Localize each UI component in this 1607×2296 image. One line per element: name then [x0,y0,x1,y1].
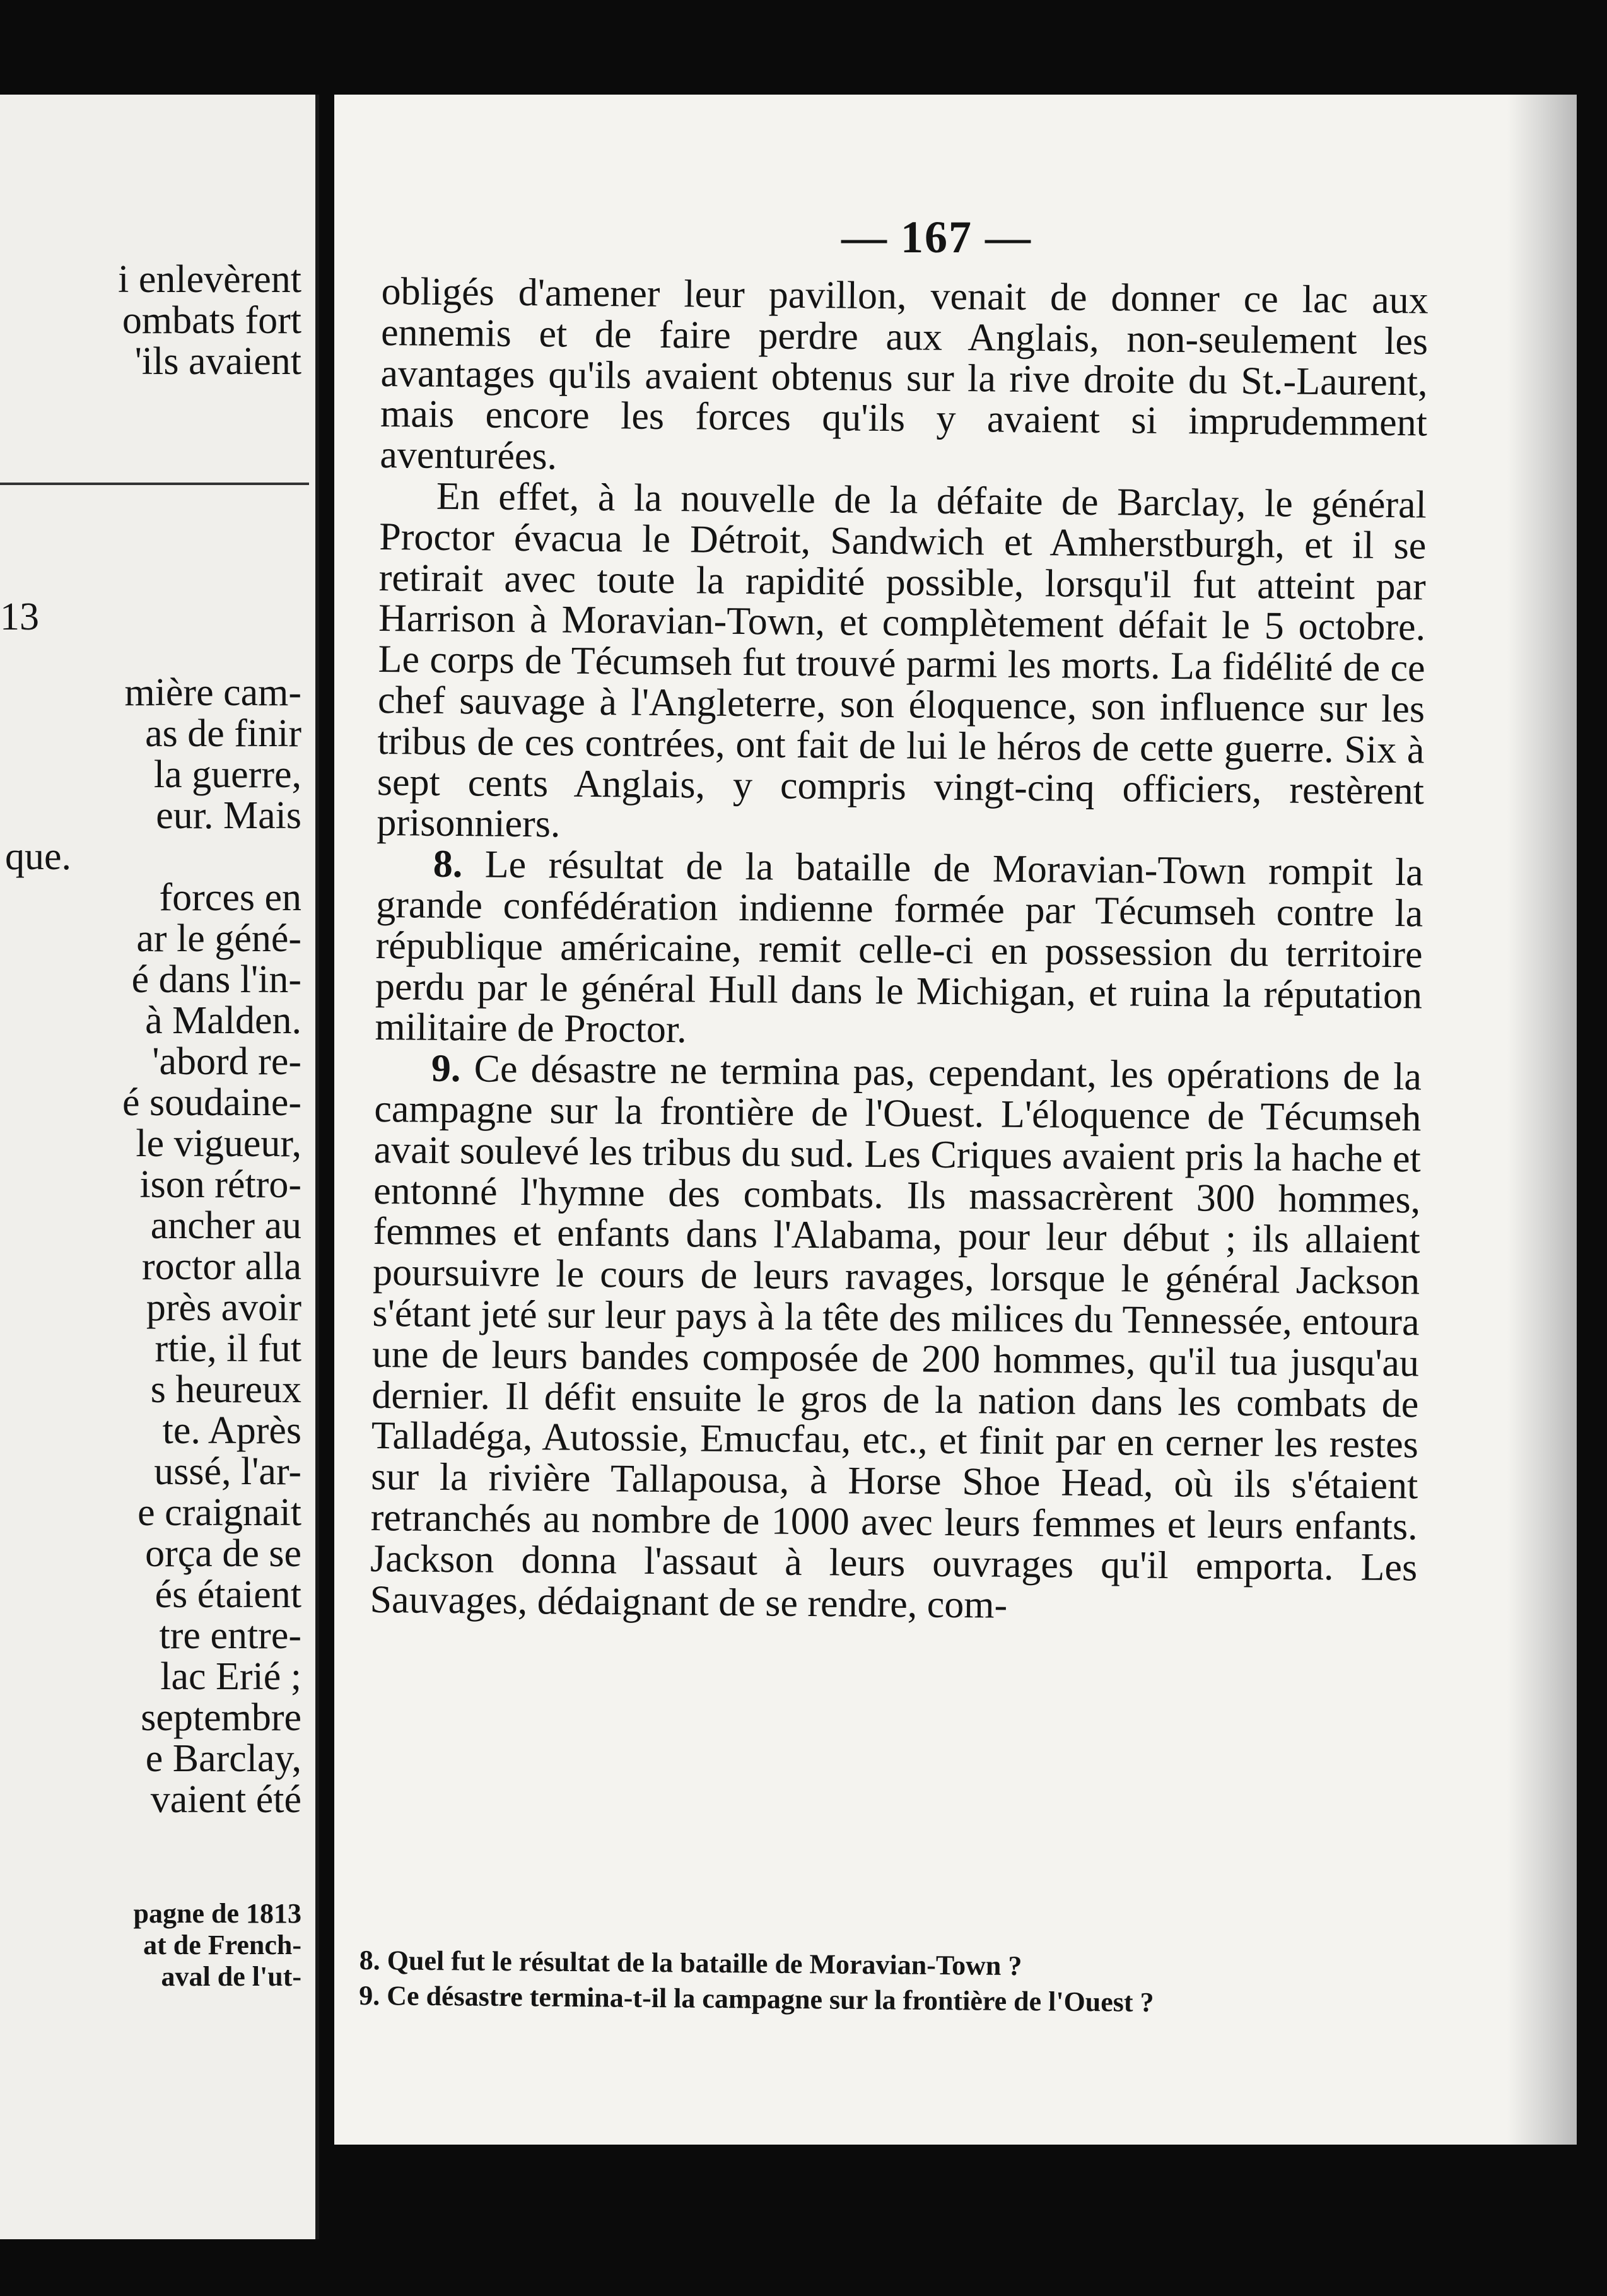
paragraph [375,843,1423,1057]
left-fragment: eur. Mais [156,794,301,837]
left-footnote-fragment: pagne de 1813 [133,1898,301,1929]
left-fragment: 'ils avaient [134,340,301,383]
left-fragment: as de finir [145,712,301,755]
left-divider [0,483,309,485]
right-page [334,95,1577,2145]
left-fragment: rtie, il fut [155,1327,301,1370]
review-questions [359,1943,1432,2023]
left-fragment: à Malden. [145,999,301,1042]
left-fragment: roctor alla [141,1245,301,1288]
left-fragment: ancher au [150,1204,301,1247]
left-fragment: s heureux [150,1368,301,1411]
left-fragment: orça de se [145,1532,301,1575]
paragraph-text: Le résultat de la bataille de Moravian-Town rompit la grande confédération indienne formée par Técumseh contre la république américaine, remit celle-ci en possession du territoire perdu par le général Hull dans le Michigan, et ruina la réputation militaire de Proctor. [375,843,1424,1051]
left-fragment: ombats fort [122,299,301,342]
paragraph [380,271,1429,484]
paragraph-number: 8. [433,842,463,886]
paragraph-text: obligés d'amener leur pavillon, venait de donner ce lac aux ennemis et de faire perdre aux Anglais, non-seulement les avantages qu'ils avaient obtenus sur la rive droite du St.-Laurent, mais encore les forces qu'ils y avaient si imprudemment aventurées. [380,270,1429,478]
left-page [0,95,319,2239]
left-fragment: e Barclay, [145,1737,301,1780]
paragraph [377,476,1427,853]
left-fragment: tre entre- [159,1614,301,1657]
question: 9. Ce désastre termina-t-il la campagne sur la frontière de l'Ouest ? [359,1979,1154,2018]
left-fragment: ison rétro- [139,1163,301,1206]
paragraph-text: Ce désastre ne termina pas, cependant, les opérations de la campagne sur la frontière de l'Ouest. L'éloquence de Técumseh avait soulevé les tribus du sud. Les Criques avaient pris la hache et entonné l'hymne des combats. Ils massacrèrent 300 hommes, femmes et enfants dans l'Alabama, pour leur début ; ils allaient poursuivre le cours de leurs ravages, lorsque le général Jackson s'étant jeté sur leur pays à la tête des milices du Tennessée, entoura une de leurs bandes composée de 200 hommes, qu'il tua jusqu'au dernier. Il défit ensuite le gros de la nation dans les combats de Talladéga, Autossie, Emucfau, etc., et finit par en cerner les restes sur la rivière Tallapousa, à Horse Shoe Head, où ils s'étaient retranchés au nombre de 1000 avec leurs femmes et leurs enfants. Jackson donna l'assaut à leurs ouvrages qu'il emporta. Les Sauvages, dédaignant de se rendre, com- [370,1047,1422,1627]
paragraph [370,1048,1422,1629]
left-fragment: 13 [0,595,39,638]
left-fragment: e craignait [137,1491,301,1534]
page-edge-shadow [1507,95,1577,2145]
left-fragment: que. [5,835,72,878]
left-fragment: 'abord re- [152,1040,301,1083]
body-text [370,271,1429,1629]
left-footnote-fragment: at de French- [143,1930,301,1960]
left-fragment: près avoir [146,1286,301,1329]
question: 8. Quel fut le résultat de la bataille de Moravian-Town ? [359,1945,1022,1982]
left-fragment: é soudaine- [122,1081,301,1124]
left-footnote-fragment: aval de l'ut- [161,1961,301,1992]
left-fragment: lac Erié ; [160,1655,301,1698]
left-fragment: la guerre, [153,753,301,796]
page-number: — 167 — [841,212,1032,262]
left-fragment: forces en [159,876,301,919]
left-fragment: vaient été [150,1778,301,1821]
left-fragment: te. Après [162,1409,301,1452]
paragraph-number: 9. [431,1046,461,1091]
left-fragment: ar le géné- [136,917,301,960]
left-fragment: le vigueur, [136,1122,301,1165]
left-fragment: ussé, l'ar- [154,1450,301,1493]
left-fragment: septembre [141,1696,301,1739]
left-fragment: i enlevèrent [118,258,301,301]
left-fragment: mière cam- [124,671,301,714]
left-fragment: és étaient [155,1573,301,1616]
left-fragment: é dans l'in- [131,958,301,1001]
paragraph-text: En effet, à la nouvelle de la défaite de Barclay, le général Proctor évacua le Détroit, Sandwich et Amherstburgh, et il se retirait avec toute la rapidité possible, lorsqu'il fut atteint par Harrison à Moravian-Town, et complètement défait le 5 octobre. Le corps de Técumseh fut trouvé parmi les morts. La fidélité de ce chef sauvage à l'Angleterre, son éloquence, son influence sur les tribus de ces contrées, ont fait de lui le héros de cette guerre. Six à sept cents Anglais, y compris vingt-cinq officiers, restèrent prisonniers. [377,474,1427,846]
